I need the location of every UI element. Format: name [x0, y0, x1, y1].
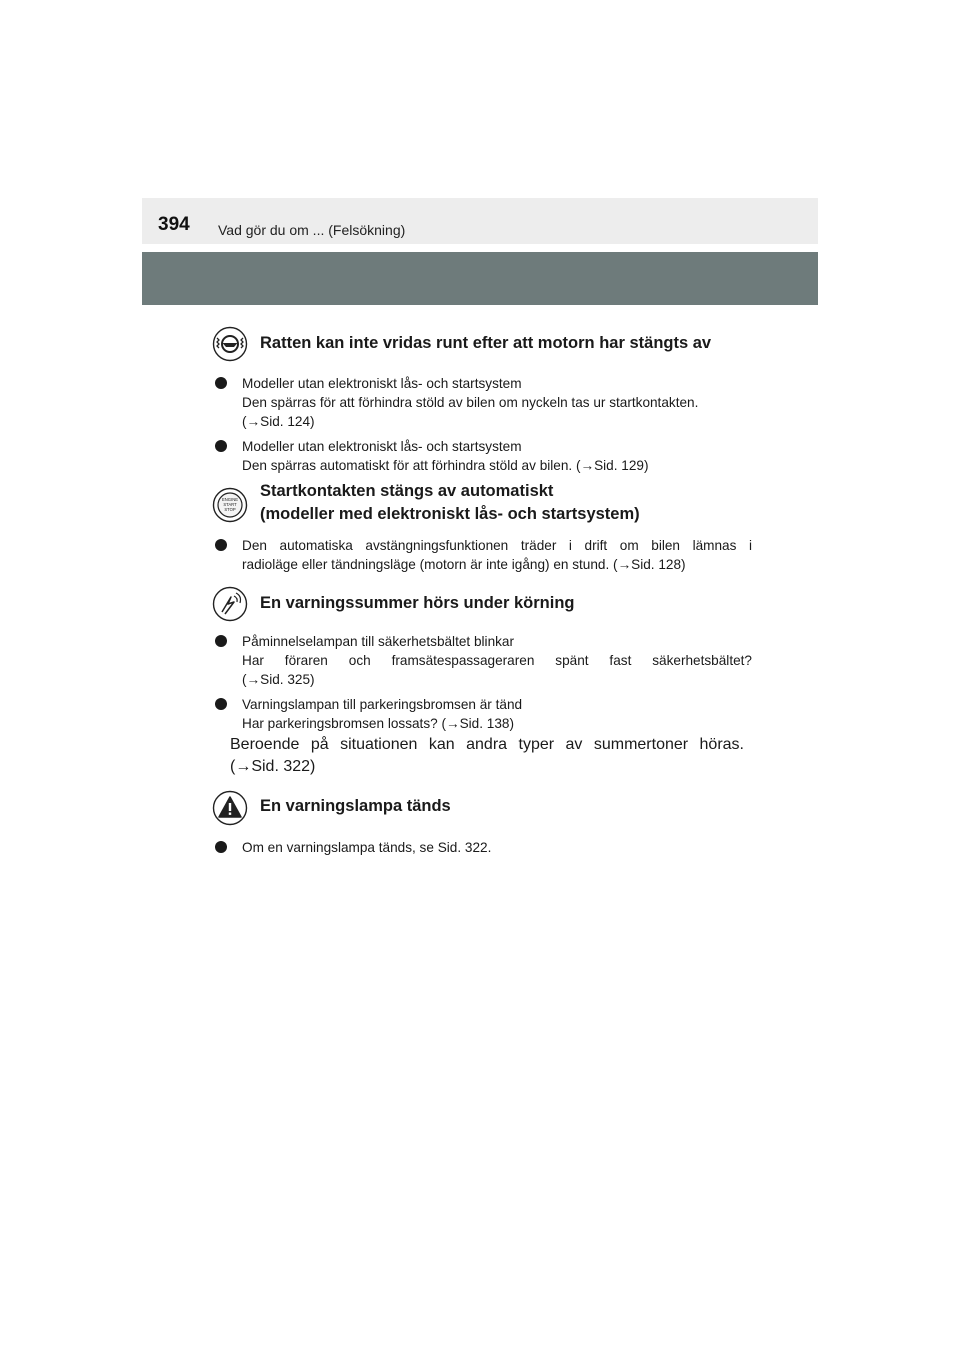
list-item-heading: Modeller utan elektroniskt lås- och startsystem — [242, 439, 522, 454]
bullet-icon — [215, 635, 227, 647]
list-item-text: radioläge eller tändningsläge (motorn är inte igång) en stund. (→Sid. 128) — [242, 557, 686, 572]
list-item-text: Den spärras automatiskt för att förhindra stöld av bilen. (→Sid. 129) — [242, 458, 649, 473]
section-title: Ratten kan inte vridas runt efter att motorn har stängts av — [260, 334, 712, 352]
list-item-heading: Påminnelselampan till säkerhetsbältet blinkar — [242, 634, 515, 649]
section-warning-light — [212, 790, 752, 857]
list-item — [212, 437, 752, 475]
section-title: En varningslampa tänds — [260, 797, 451, 815]
page-reference: (→Sid. 322) — [230, 758, 316, 775]
bullet-icon — [215, 539, 227, 551]
section-title: En varningssummer hörs under körning — [260, 594, 575, 612]
list-item — [212, 838, 752, 857]
list-item-heading: Varningslampan till parkeringsbromsen är tänd — [242, 697, 523, 712]
warning-buzzer-icon — [212, 586, 248, 622]
button-label: ENGINE — [221, 497, 239, 502]
list-item-text: Om en varningslampa tänds, se Sid. 322. — [242, 840, 492, 855]
section-steering-lock — [212, 326, 752, 475]
section-title-line: Startkontakten stängs av automatiskt — [260, 482, 554, 500]
chapter-title: Vad gör du om ... (Felsökning) — [218, 222, 406, 238]
list-item — [212, 632, 752, 689]
bullet-icon — [215, 841, 227, 853]
list-item-text: Har föraren och framsätespassageraren spänt fast säkerhetsbältet? — [242, 653, 752, 668]
list-item-heading: Modeller utan elektroniskt lås- och startsystem — [242, 376, 522, 391]
section-title — [260, 480, 640, 526]
page-reference: (→Sid. 124) — [242, 414, 315, 429]
list-item — [212, 536, 752, 574]
list-item-text: Den automatiska avstängningsfunktionen träder i drift om bilen lämnas i — [242, 538, 752, 553]
section-band — [142, 252, 818, 305]
button-label: STOP — [224, 507, 236, 512]
page-number: 394 — [158, 214, 190, 235]
section-warning-buzzer — [212, 586, 752, 733]
engine-start-stop-button-icon — [212, 487, 248, 523]
list-item-text: Den spärras för att förhindra stöld av bilen om nyckeln tas ur startkontakten. — [242, 395, 699, 410]
button-label: START — [223, 502, 237, 507]
list-item-text: Har parkeringsbromsen lossats? (→Sid. 138) — [242, 716, 514, 731]
bullet-icon — [215, 377, 227, 389]
paragraph-line: Beroende på situationen kan andra typer av summertoner höras. — [230, 736, 744, 753]
section-start-switch — [212, 482, 752, 574]
warning-triangle-icon — [212, 790, 248, 826]
bullet-icon — [215, 698, 227, 710]
steering-lock-icon — [212, 326, 248, 362]
page-reference: (→Sid. 325) — [242, 672, 315, 687]
body-paragraph — [230, 734, 744, 778]
list-item — [212, 695, 752, 733]
section-title-line: (modeller med elektroniskt lås- och startsystem) — [260, 505, 640, 523]
bullet-icon — [215, 440, 227, 452]
list-item — [212, 374, 752, 431]
